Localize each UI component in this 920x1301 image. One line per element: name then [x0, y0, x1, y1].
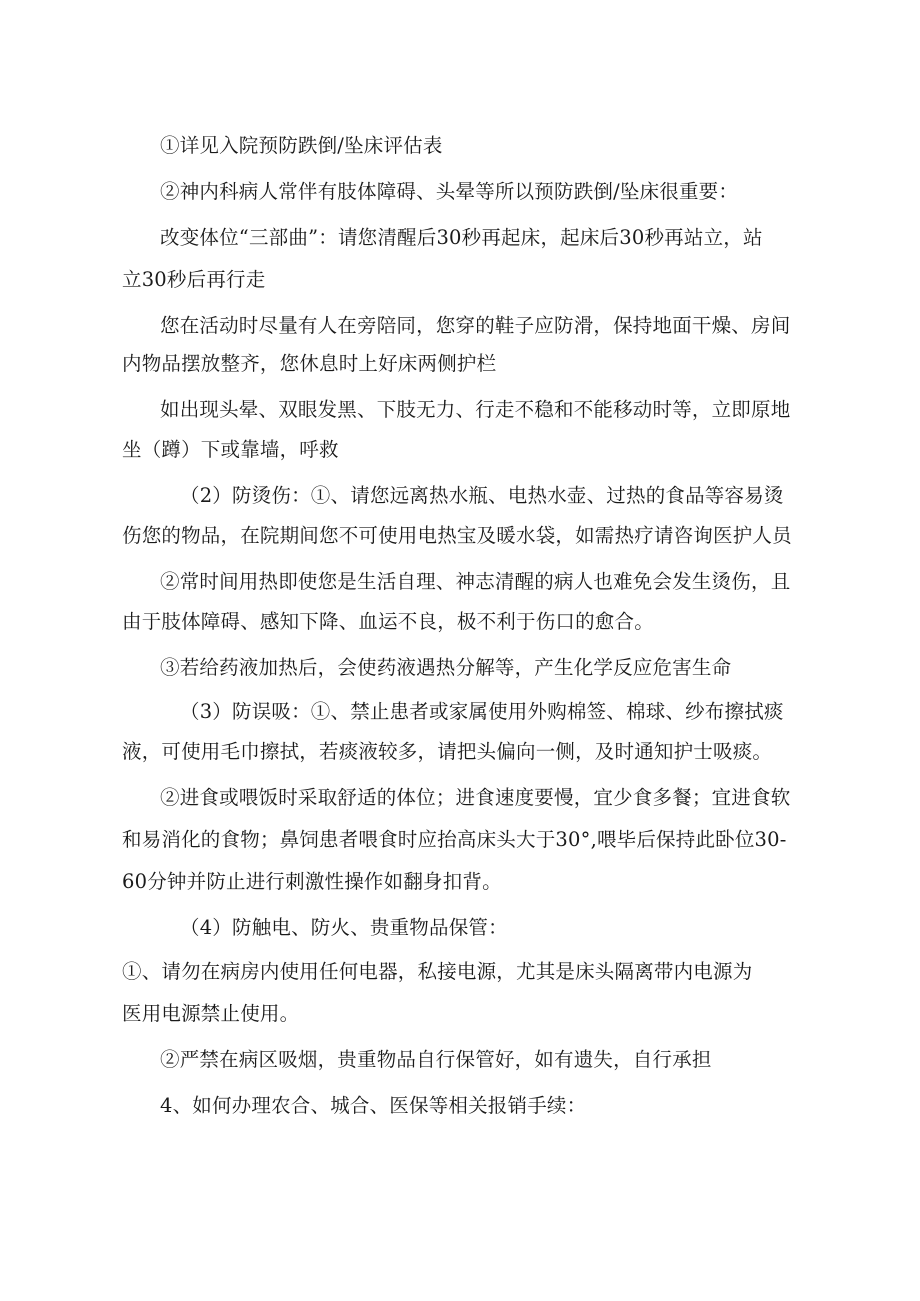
- text-line-2: ②神内科病人常伴有肢体障碍、头晕等所以预防跌倒/坠床很重要：: [160, 180, 739, 203]
- text-line-4: 立30秒后再行走: [122, 268, 266, 291]
- text-line-22: ②严禁在病区吸烟，贵重物品自行保管好，如有遗失，自行承担: [160, 1048, 712, 1071]
- text-line-9: （2）防烫伤：①、请您远离热水瓶、电热水壶、过热的食品等容易烫: [180, 484, 784, 507]
- text-line-5: 您在活动时尽量有人在旁陪同，您穿的鞋子应防滑，保持地面干燥、房间: [160, 314, 791, 337]
- text-line-18: 60分钟并防止进行刺激性操作如翻身扣背。: [122, 870, 502, 893]
- text-line-12: 由于肢体障碍、感知下降、血运不良，极不利于伤口的愈合。: [122, 610, 654, 633]
- text-line-13: ③若给药液加热后，会使药液遇热分解等，产生化学反应危害生命: [160, 656, 732, 679]
- text-line-17: 和易消化的食物；鼻饲患者喂食时应抬高床头大于30°,喂毕后保持此卧位30-: [122, 828, 787, 851]
- text-line-23: 4、如何办理农合、城合、医保等相关报销手续：: [160, 1094, 587, 1117]
- text-line-3: 改变体位“三部曲”：请您清醒后30秒再起床，起床后30秒再站立，站: [160, 226, 763, 249]
- text-line-19: （4）防触电、防火、贵重物品保管：: [180, 916, 508, 939]
- text-line-21: 医用电源禁止使用。: [122, 1002, 300, 1025]
- text-line-15: 液，可使用毛巾擦拭，若痰液较多，请把头偏向一侧，及时通知护士吸痰。: [122, 740, 773, 763]
- text-line-7: 如出现头晕、双眼发黑、下肢无力、行走不稳和不能移动时等，立即原地: [160, 398, 791, 421]
- text-line-16: ②进食或喂饭时采取舒适的体位；进食速度要慢，宜少食多餐；宜进食软: [160, 786, 791, 809]
- text-line-6: 内物品摆放整齐，您休息时上好床两侧护栏: [122, 352, 497, 375]
- text-line-11: ②常时间用热即使您是生活自理、神志清醒的病人也难免会发生烫伤，且: [160, 570, 791, 593]
- text-line-1: ①详见入院预防跌倒/坠床评估表: [160, 134, 443, 157]
- text-line-10: 伤您的物品，在院期间您不可使用电热宝及暖水袋，如需热疗请咨询医护人员: [122, 524, 792, 547]
- text-line-20: ①、请勿在病房内使用任何电器，私接电源，尤其是床头隔离带内电源为: [122, 960, 753, 983]
- text-line-14: （3）防误吸：①、禁止患者或家属使用外购棉签、棉球、纱布擦拭痰: [180, 700, 784, 723]
- text-line-8: 坐（蹲）下或靠墙，呼救: [122, 438, 339, 461]
